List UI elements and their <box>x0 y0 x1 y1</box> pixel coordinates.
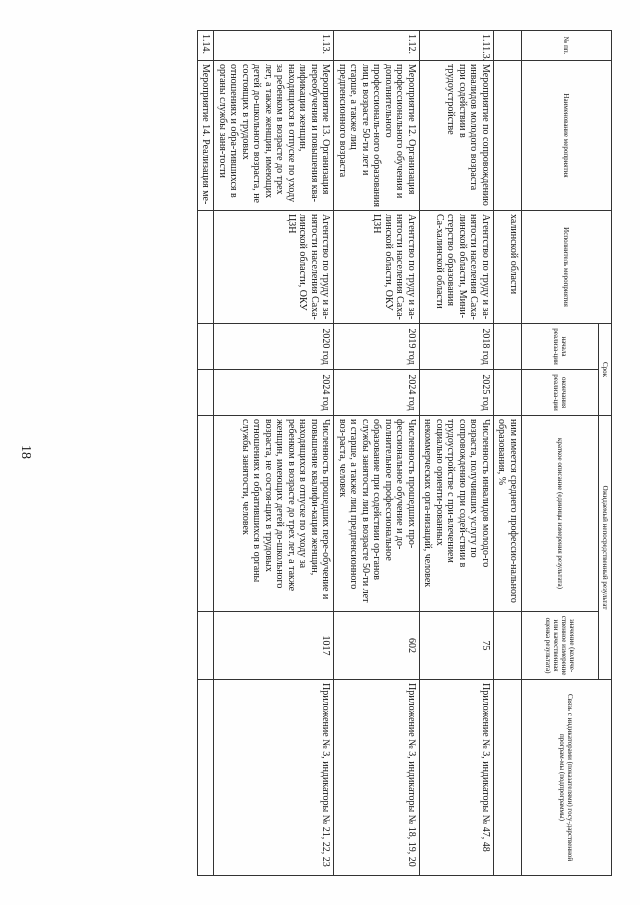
row-start: 2018 год <box>420 324 494 370</box>
row-executor: Агентство по труду и за-нятости населения Саха-линской области, ОКУ ЦЗН <box>214 211 334 324</box>
row-end: 2024 год <box>334 370 420 416</box>
row-executor: Агентство по труду и за-нятости населения Саха-линской области, ОКУ ЦЗН <box>334 211 420 324</box>
row-indicators: Приложение № 3, индикаторы № 47, 48 <box>420 680 494 876</box>
header-row-1 <box>599 31 612 876</box>
row-start: 2019 год <box>334 324 420 370</box>
table-row <box>198 31 215 876</box>
header-result-desc: краткое описание (единицы измерения результата) <box>522 416 599 612</box>
measures-table <box>197 30 612 876</box>
header-result-value: значение (количе-ственное измерение или качественная оценка результата) <box>522 612 599 680</box>
header-result: Ожидаемый непосредственный результат <box>599 416 612 680</box>
row-name: Мероприятие 13. Организация переобучения и повышения ква-лификации женщин, находящихся в отпуске по уходу за ребенком в возрасте до трех лет, а также женщин, имеющих детей до-школьного возраста, не состоящих в трудовых отношениях и обра-тившихся в органы службы заня-тости <box>214 61 334 211</box>
row-result-desc: Численность прошедших пере-обучение и повышение квалифи-кации женщин, находящихся в отпуске по уходу за ребенком в возрасте до трех лет, а также женщин, имеющих детей до-школьного возраста, не состоя-щих в трудовых отношениях и обратившихся в органы службы занятости, человек <box>214 416 334 612</box>
row-num: 1.14. <box>198 31 215 61</box>
row-end: 2024 год <box>214 370 334 416</box>
table-row <box>214 31 334 876</box>
row-executor: Агентство по труду и за-нятости населения Саха-линской области, Мини-стерство образования Са-халинской области <box>420 211 494 324</box>
table-row <box>420 31 494 876</box>
header-name: Наименование мероприятия <box>522 61 612 211</box>
header-num: № пп. <box>522 31 612 61</box>
table-row <box>334 31 420 876</box>
row-name: Мероприятие 14. Реализация ме- <box>198 61 215 211</box>
row-result-desc: Численность инвалидов молодо-го возраста, получивших услугу по сопровождению при содей-ствии в трудоустройстве с при-влечением социально ориенти-рованных некоммерческих орга-низаций, человек <box>420 416 494 612</box>
row-num: 1.12. <box>334 31 420 61</box>
row-result-value: 75 <box>420 612 494 680</box>
row-result-desc: Численность прошедших про-фессиональное обучение и до-полнительное профессиональное образование при содействии ор-ганов службы занятости лиц в возрасте 50-ти лет и старше, а также лиц предпенсионного воз-раста, человек <box>334 416 420 612</box>
continuation-executor: халинской области <box>494 211 522 324</box>
row-indicators: Приложение № 3, индикаторы № 21, 22, 23 <box>214 680 334 876</box>
header-term: Срок <box>599 324 612 416</box>
header-term-end: окончания реализа-ции <box>522 370 599 416</box>
rotated-table-area <box>32 30 612 875</box>
row-result-value: 602 <box>334 612 420 680</box>
row-start: 2020 год <box>214 324 334 370</box>
page-number: 18 <box>18 445 33 459</box>
row-num: 1.11.3. <box>420 31 494 61</box>
header-indicators: Связь с индикаторами (показателями) госу-дарственной програм-мы (подпрограммы) <box>522 680 612 876</box>
header-executor: Исполнитель мероприятия <box>522 211 612 324</box>
row-num: 1.13. <box>214 31 334 61</box>
continuation-row <box>494 31 522 876</box>
row-result-value: 1017 <box>214 612 334 680</box>
row-name: Мероприятие по сопровождению инвалидов молодого возраста при содействии в трудоустройстве <box>420 61 494 211</box>
continuation-result-desc: ним имеется среднего профессио-нального образования, % <box>494 416 522 612</box>
row-indicators: Приложение № 3, индикаторы № 18, 19, 20 <box>334 680 420 876</box>
header-term-start: начала реализа-ции <box>522 324 599 370</box>
row-end: 2025 год <box>420 370 494 416</box>
row-name: Мероприятие 12. Организация профессионального обучения и дополнительного профессиональ-ного образования лиц в возрасте 50-ти лет и старше, а также лиц предпенсионного возраста <box>334 61 420 211</box>
